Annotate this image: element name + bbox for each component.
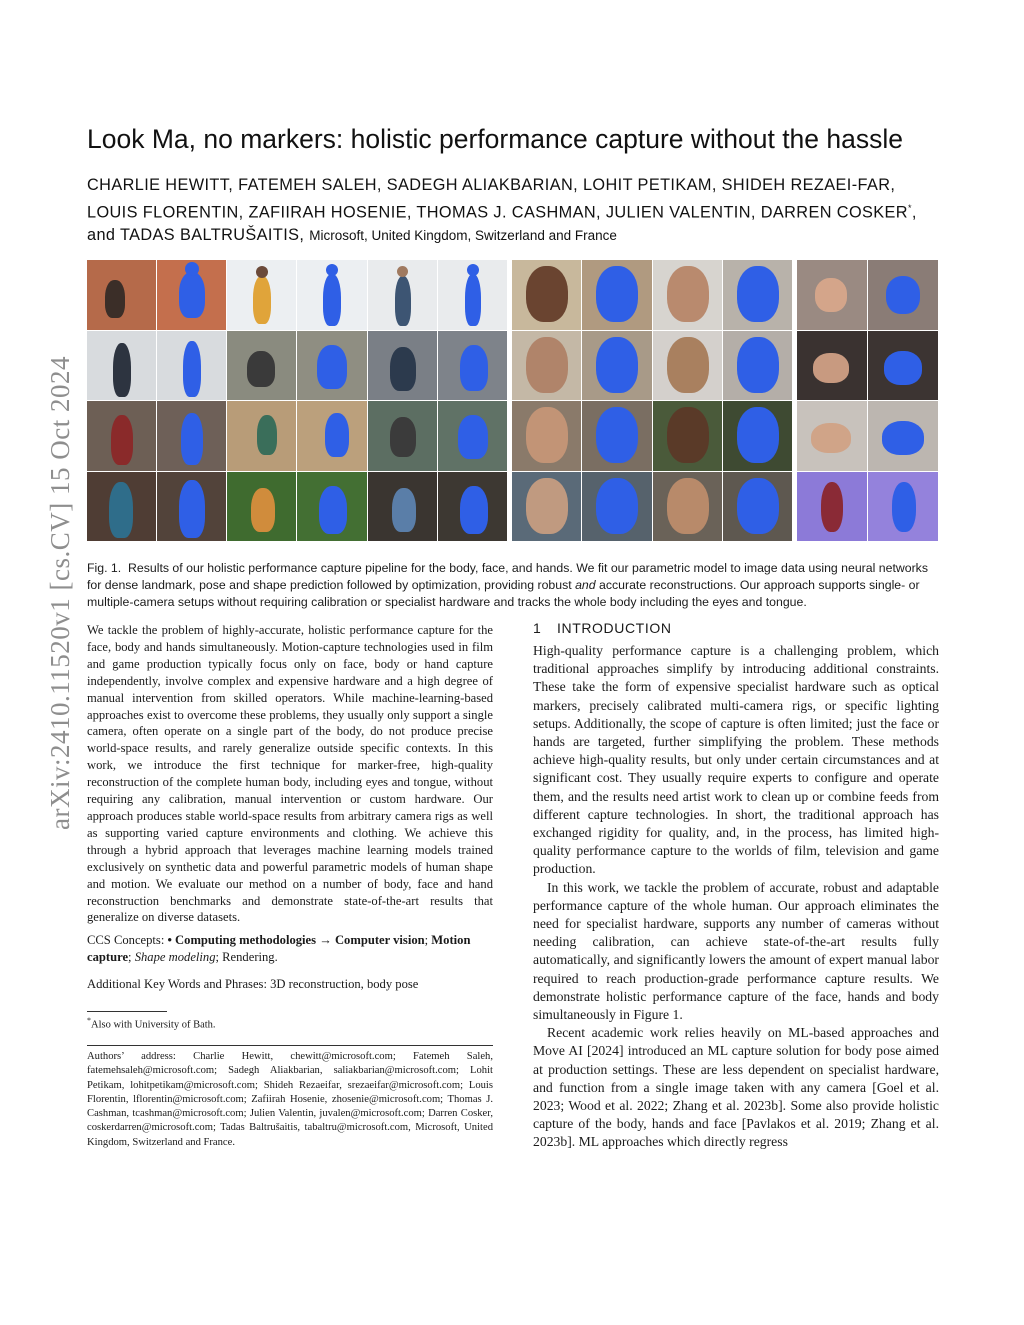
hand-photo xyxy=(797,472,867,542)
caption-text-b: accurate reconstructions. Our approach supports single- or multiple-camera setups without requiring calibration or specialist hardware and tracks the whole body including the eyes and tongue. xyxy=(87,578,920,609)
body-fit xyxy=(157,260,226,330)
body-photo xyxy=(87,331,156,401)
ccs-category: Computing methodologies xyxy=(175,933,317,947)
paper-title: Look Ma, no markers: holistic performance capture without the hassle xyxy=(87,124,904,154)
body-photo xyxy=(87,472,156,542)
intro-paragraph-3: Recent academic work relies heavily on ML-based approaches and Move AI [2024] introduced an ML capture solution for body pose aimed at production settings. These are less dependent on specialist hardware, and function from a single image taken with any camera [Goel et al. 2023; Wood et al. 2022; Zhang et al. 2023b]. Some also provide holistic capture of the body, hands and face [Pavlakos et al. 2019; Zhang et al. 2023b]. ML approaches which directly regress xyxy=(533,1025,939,1150)
footnote-text: Also with University of Bath. xyxy=(91,1019,216,1031)
body-photo xyxy=(368,260,437,330)
hand-fit xyxy=(868,331,938,401)
section-number: 1 xyxy=(533,620,542,636)
face-photo xyxy=(512,260,581,330)
body-fit xyxy=(297,472,366,542)
body-photo xyxy=(368,472,437,542)
face-fit xyxy=(723,260,792,330)
footnote-mark: * xyxy=(87,1016,91,1025)
footnote-rule xyxy=(87,1011,167,1012)
ccs-bullet: • xyxy=(167,933,176,947)
hand-photo xyxy=(797,260,867,330)
ccs-shape-modeling: Shape modeling xyxy=(134,949,216,964)
face-photo xyxy=(653,331,722,401)
body-results-panel xyxy=(87,260,507,541)
ccs-concepts xyxy=(87,932,493,966)
body-fit xyxy=(157,472,226,542)
author-star: * xyxy=(907,203,912,213)
body-photo xyxy=(227,331,296,401)
keywords: Additional Key Words and Phrases: 3D reconstruction, body pose xyxy=(87,977,419,991)
teaser-figure xyxy=(87,260,938,541)
caption-emphasis: and xyxy=(575,578,596,592)
intro-paragraph-2: In this work, we tackle the problem of accurate, robust and adaptable performance capture of the whole human. Our approach eliminates the need for specialist hardware, supports any number of cameras without needing calibration, can achieve state-of-the-art results fully automatically, and significantly lowers the amount of expert manual labor required to reach production-grade performance capture results. We demonstrate holistic performance capture of the face, hands and body simultaneously in Figure 1. xyxy=(533,879,939,1023)
footnote xyxy=(87,1016,493,1031)
hand-results-panel xyxy=(797,260,938,541)
section-title: INTRODUCTION xyxy=(557,620,672,636)
body-photo xyxy=(368,331,437,401)
body-fit xyxy=(438,260,507,330)
arxiv-stamp: arXiv:2410.11520v1 [cs.CV] 15 Oct 2024 xyxy=(45,356,75,830)
caption-label: Fig. 1. xyxy=(87,561,122,575)
body-fit xyxy=(157,331,226,401)
ccs-arrow: → xyxy=(316,933,335,947)
author-affiliation: Microsoft, United Kingdom, Switzerland and France xyxy=(309,228,617,244)
section-heading xyxy=(533,620,939,636)
body-photo xyxy=(227,260,296,330)
hand-fit xyxy=(868,401,938,471)
face-fit xyxy=(582,331,651,401)
face-fit xyxy=(582,472,651,542)
body-fit xyxy=(297,401,366,471)
author-last: , and TADAS BALTRUŠAITIS, xyxy=(87,203,917,245)
face-fit xyxy=(723,401,792,471)
caption-text-a: Results of our holistic performance capture pipeline for the body, face, and hands. We fit our parametric model to image data using neural networks for dense landmark, pose and shape prediction followed by optimization, providing robust xyxy=(87,561,928,592)
ccs-computer-vision: Computer vision xyxy=(334,933,425,947)
ccs-separator: ; xyxy=(128,949,135,964)
ccs-rendering: ; Rendering. xyxy=(215,949,278,964)
face-fit xyxy=(723,472,792,542)
face-results-panel xyxy=(512,260,792,541)
face-photo xyxy=(512,401,581,471)
body-photo xyxy=(227,472,296,542)
face-fit xyxy=(723,331,792,401)
introduction-body xyxy=(533,642,939,1152)
face-photo xyxy=(653,260,722,330)
face-photo xyxy=(653,472,722,542)
body-fit xyxy=(438,472,507,542)
hand-fit xyxy=(868,260,938,330)
body-fit xyxy=(297,331,366,401)
hand-photo xyxy=(797,401,867,471)
address-rule xyxy=(87,1045,493,1046)
ccs-label: CCS Concepts: xyxy=(87,933,168,947)
body-fit xyxy=(297,260,366,330)
body-fit xyxy=(157,401,226,471)
body-photo xyxy=(368,401,437,471)
hand-fit xyxy=(868,472,938,542)
body-fit xyxy=(438,331,507,401)
body-fit xyxy=(438,401,507,471)
intro-paragraph-1: High-quality performance capture is a challenging problem, which traditional approaches simplify by introducing additional constraints. These take the form of expensive specialist hardware such as optical markers, precisely calibrated multi-camera rigs, or specific lighting setups. Additionally, the scope of capture is often limited; just the face or hands are targeted, further simplifying the problem. These methods achieve high-quality results, but only under certain circumstances and at significant cost. They usually require experts to configure and operate them, and the results need artist work to clean up or combine feeds from different capture technologies. In short, the traditional approach has exchanged rigidity for quality, and, in the process, has limited high-quality performance capture to the worlds of film, television and game production. xyxy=(533,643,939,877)
face-photo xyxy=(653,401,722,471)
abstract: We tackle the problem of highly-accurate, holistic performance capture for the face, body and hands simultaneously. Motion-capture technologies used in film and game production typically focus only on face, body or hand capture independently, involve complex and expensive hardware and a high degree of manual intervention from skilled operators. While machine-learning-based approaches exist to overcome these problems, they usually only support a single camera, often operate on a single part of the body, do not produce precise world-space results, and rarely generalize outside specific contexts. In this work, we introduce the first technique for marker-free, high-quality reconstruction of the complete human body, including eyes and tongue, without requiring any calibration, manual intervention or custom hardware. Our approach produces stable world-space results from arbitrary camera rigs as well as supporting varied capture environments and clothing. We achieve this through a hybrid approach that leverages machine learning models trained exclusively on synthetic data and powerful parametric models of human shape and motion. We evaluate our method on a number of body, face and hand reconstruction benchmarks and demonstrate state-of-the-art results that generalize on diverse datasets. xyxy=(87,623,493,925)
face-fit xyxy=(582,260,651,330)
body-photo xyxy=(87,260,156,330)
face-photo xyxy=(512,472,581,542)
face-fit xyxy=(582,401,651,471)
body-photo xyxy=(87,401,156,471)
authors-address: Authors’ address: Charlie Hewitt, chewitt@microsoft.com; Fatemeh Saleh, fatemehsaleh@microsoft.com; Sadegh Aliakbarian, saliakbarian@microsoft.com; Lohit Petikam, lohitpetikam@microsoft.com; Shideh Rezaeifar, srezaeifar@microsoft.com; Louis Florentin, lflorentin@microsoft.com; Zafiirah Hosenie, zhosenie@microsoft.com; Thomas J. Cashman, tcashman@microsoft.com; Julien Valentin, juvalen@microsoft.com; Darren Cosker, coskerdarren@microsoft.com; Tadas Baltrušaitis, tabaltru@microsoft.com, Microsoft, United Kingdom, Switzerland and France. xyxy=(87,1051,493,1148)
face-photo xyxy=(512,331,581,401)
ccs-separator: ; xyxy=(424,933,432,947)
author-names: CHARLIE HEWITT, FATEMEH SALEH, SADEGH ALIAKBARIAN, LOHIT PETIKAM, SHIDEH REZAEI-FAR, LOUIS FLORENTIN, ZAFIIRAH HOSENIE, THOMAS J. CASHMAN, JULIEN VALENTIN, DARREN COSKER xyxy=(87,176,908,222)
hand-photo xyxy=(797,331,867,401)
body-photo xyxy=(227,401,296,471)
author-list xyxy=(87,174,942,247)
figure-caption xyxy=(87,560,939,611)
ccs-motion-capture: Motion capture xyxy=(87,933,471,964)
